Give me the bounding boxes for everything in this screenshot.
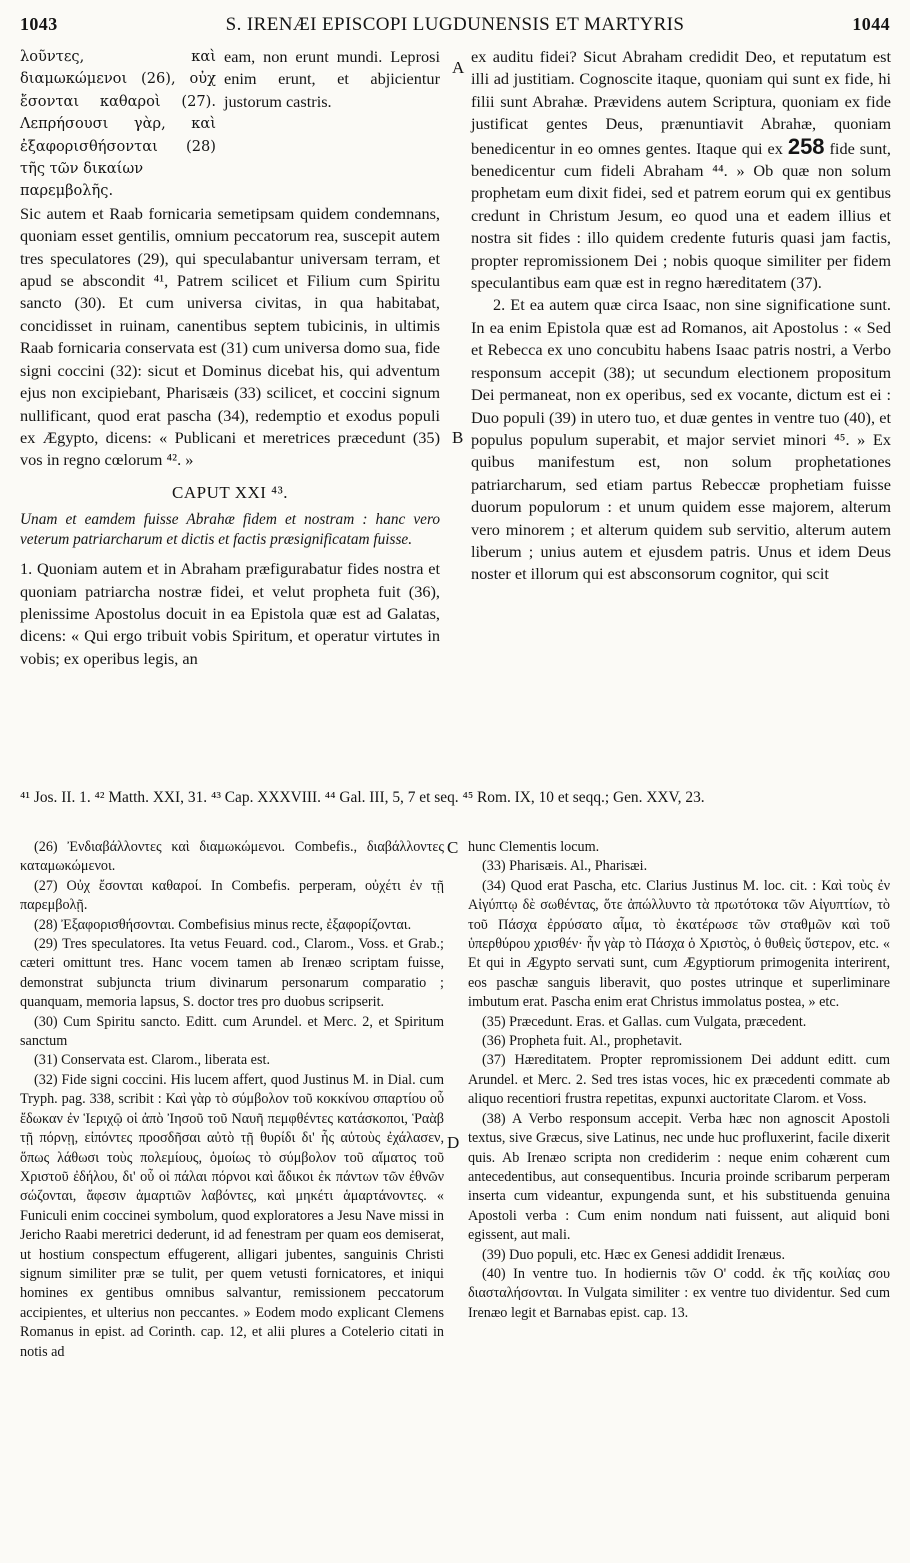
margin-letter-c: C xyxy=(447,838,459,857)
footnote: (31) Conservata est. Clarom., liberata est. xyxy=(34,1052,270,1069)
footnote-continuation: hunc Clementis locum. xyxy=(468,839,600,855)
main-text-right-column xyxy=(471,46,891,586)
footnote: (29) Tres speculatores. Ita vetus Feuard. cod., Clarom., Voss. et Grab.; cæteri omittunt tres. Hanc vocem tamen ab Irenæo scriptam fuisse, demonstrat subjuncta trium divinarum personarum comparatio ; quanquam, memoria lapsus, S. doctor tres pro duobus scripserit. xyxy=(20,936,444,1011)
page-header xyxy=(20,14,890,40)
footnote: (37) Hæreditatem. Propter repromissionem Dei addunt editt. cum Arundel. et Merc. 2. Sed tres istas voces, hic ex præcedenti commate ab aliquo recentiori frustra repetitas, expunxi auctoritate Clarom. et Voss. xyxy=(468,1052,890,1108)
page-number-left: 1043 xyxy=(20,14,58,34)
section-number: 258 xyxy=(787,133,825,159)
greek-fragment-tail: παρεμβολῆς. xyxy=(20,182,114,200)
margin-letter-d: D xyxy=(447,1133,460,1152)
main-text-left-column xyxy=(20,46,440,670)
page-number-right: 1044 xyxy=(852,14,890,34)
paragraph-continuation-part1: ex auditu fidei? Sicut Abraham credidit Deo, et reputatum est illi ad justitiam. Cognoscite itaque, quoniam qui sunt ex fide, hi filii sunt Abrahæ. Prævidens autem Scriptura, quoniam ex fide justificat gentes Deus, prænuntiavit Abrahæ, quoniam benedicentur in eo omnes gentes. Itaque qui ex xyxy=(471,47,891,158)
footnote: (39) Duo populi, etc. Hæc ex Genesi addidit Irenæus. xyxy=(482,1246,785,1263)
paragraph-abraham: 1. Quoniam autem et in Abraham præfigurabatur fides nostra et quoniam patriarcha nostræ fidei, et velut propheta fuit (36), plenissime Apostolus docuit in ea Epistola quæ est ad Galatas, dicens: « Qui ergo tribuit vobis Spiritum, et operatur virtutes in vobis; ex operibus legis, an xyxy=(20,559,440,668)
footnote: (40) In ventre tuo. In hodiernis τῶν Ο' codd. ἐκ τῆς κοιλίας σου διασταλήσονται. In Vulgata similiter : ex ventre tuo dividentur. Sed cum Irenæo legit et Barnabas epist. cap. 13. xyxy=(468,1265,890,1321)
footnote: (34) Quod erat Pascha, etc. Clarius Justinus M. loc. cit. : Καὶ τοὺς ἐν Αἰγύπτῳ δὲ σωθέντας, ὅτε ἀπώλλυντο τὰ πρωτότοκα τῶν Αἰγυπτίων, τὸ τοῦ Πάσχα ἐρρύσατο αἷμα, τὸ ἑκατέρωσε τῶν σταθμῶν καὶ τοῦ ὑπερθύρου χρισθέν· ἦν γὰρ τὸ Πάσχα ὁ Χριστὸς, ὁ θυθεὶς ὕστερον, etc. « Et qui in Ægypto servati sunt, cum Ægyptiorum primogenita interirent, eos paschæ sanguis liberavit, quo postes utrinque et superliminare imbutum erat. Pascha enim erat Christus immolatus postea, » etc. xyxy=(468,877,890,1011)
footnote: (26) Ἐνδιαβάλλοντες καὶ διαμωκώμενοι. Combefis., διαβάλλοντες καταμωκώμενοι. xyxy=(20,839,444,875)
footnote: (30) Cum Spiritu sancto. Editt. cum Arundel. et Merc. 2, et Spiritum sanctum xyxy=(20,1013,444,1050)
footnotes-right xyxy=(468,838,890,1323)
margin-letter-b: B xyxy=(452,428,464,447)
greek-fragment: λοῦντες, καὶ διαμωκώμενοι (26), οὐχ ἔσονται καθαροὶ (27). Λεπρήσουσι γὰρ, καὶ ἐξαφορισθήσονται (28) τῆς τῶν δικαίων xyxy=(20,48,216,178)
footnote: (28) Ἐξαφορισθήσονται. Combefisius minus recte, ἐξαφορίζονται. xyxy=(34,916,412,933)
paragraph-raab: Sic autem et Raab fornicaria semetipsam quidem condemnans, quoniam esset gentilis, omnium peccatorum rea, suscepit autem tres speculatores (29), qui speculabantur universam terram, et apud se abscondit ⁴¹, Patrem scilicet et Filium cum Spiritu sancto (30). Et cum universa civitas, in qua habitabat, concidisset in ruinam, canentibus septem tubicinis, in ultimis Raab fornicaria conservata est (31) cum universa domo sua, fide signi coccini (32): sicut et Dominus dicebat his, qui adventum ejus non excipiebant, Pharisæis (33) scilicet, et coccini signum nullificant, quod erat pascha (34), redemptio et exodus populi ex Ægypto, dicens: « Publicani et meretrices præcedunt (35) vos in regno cœlorum ⁴². » xyxy=(20,203,440,470)
footnote: (35) Præcedunt. Eras. et Gallas. cum Vulgata, præcedent. xyxy=(482,1013,807,1030)
paragraph-continuation-part2: fide sunt, benedicentur cum fideli Abraham ⁴⁴. » Ob quæ non solum prophetam eum dixit fidei, sed et patrem eorum qui ex gentibus credunt in Christum Jesum, eo quod una et eadem illius et nostra sit fides : illo quidem credente futuris quasi jam factis, propter repromissionem Dei ; nobis quoque similiter per fidem speculantibus eam quæ est in regno hæreditatem (37). xyxy=(471,138,891,293)
footnote: (27) Οὐχ ἔσονται καθαροί. In Combefis. perperam, οὐχέτι ἐν τῇ παρεμβολῇ. xyxy=(20,877,444,914)
footnote: (36) Propheta fuit. Al., prophetavit. xyxy=(482,1033,683,1050)
footnote: (33) Pharisæis. Al., Pharisæi. xyxy=(482,858,648,875)
bilingual-opening xyxy=(20,46,440,180)
margin-letter-a: A xyxy=(452,58,465,77)
footnote: (32) Fide signi coccini. His lucem affert, quod Justinus M. in Dial. cum Tryph. pag. 338, scribit : Καὶ γὰρ τὸ σύμβολον τοῦ κοκκίνου σπαρτίου οὗ ἔδωκαν ἐν Ἱεριχῷ οἱ ἀπὸ Ἰησοῦ τοῦ Ναυῆ πεμφθέντες κατάσκοποι, Ῥαὰβ τῇ πόρνῃ, εἰπόντες προσδῆσαι αὐτὸ τῇ θυρίδι δι' ἧς αὐτοὺς ἐχάλασεν, ὅπως λάθωσι τοὺς πολεμίους, ὁμοίως τὸ σύμβολον τοῦ αἵματος τοῦ Χριστοῦ ἐδήλου, δι' οὗ οἱ πάλαι πόρνοι καὶ ἄδικοι ἐκ πάντων τῶν ἐθνῶν σώζονται, ἄφεσιν ἁμαρτιῶν λαβόντες, καὶ μηκέτι ἁμαρτάνοντες. « Funiculi enim coccinei symbolum, quod exploratores a Jesu Nave missi in Jericho Raabi meretrici dederunt, id ad fenestram per quam eos demiserat, ut hostium conspectum effugerent, alligari jubentes, sanguinis Christi signum similiter præ se tulit, per quem vetusti fornicatores, et iniqui homines ex gentibus omnibus salvantur, remissionem peccatorum accipientes, et ulterius non peccantes. » Eodem modo explicant Clemens Romanus in epist. ad Corinth. cap. 12, et alii plures a Cotelerio citati in notis ad xyxy=(20,1071,444,1360)
chapter-summary: Unam et eamdem fuisse Abrahæ fidem et nostram : hanc vero veterum patriarcharum et dictis et factis præsignificatam fuisse. xyxy=(20,511,440,549)
latin-fragment: eam, non erunt mundi. Leprosi enim erunt, et abjicientur justorum castris. xyxy=(224,47,440,111)
running-title: S. IRENÆI EPISCOPI LUGDUNENSIS ET MARTYRIS xyxy=(225,14,685,35)
paragraph-continuation xyxy=(471,46,891,294)
footnotes-left xyxy=(20,838,444,1362)
footnote: (38) A Verbo responsum accepit. Verba hæc non agnoscit Apostoli textus, sive Græcus, sive Latinus, nec unde huc profluxerint, facile dixerit quis. Ab Irenæo scripta non crediderim : neque enim cohærent cum antecedentibus, aut consequentibus. Incuria proinde scribarum perperam inserta cum videantur, expungenda sunt, et his substituenda genuina Apostoli verba : Cum enim nondum nati fuissent, aut aliquid boni egissent, aut mali. xyxy=(468,1110,890,1244)
paragraph-isaac: 2. Et ea autem quæ circa Isaac, non sine significatione sunt. In ea enim Epistola quæ est ad Romanos, ait Apostolus : « Sed et Rebecca ex uno concubitu habens Isaac patris nostri, a Verbo responsum accepit (38); ut secundum electionem propositum Dei permaneat, non ex operibus, sed ex vocante, dictum est ei : Duo populi (39) in utero tuo, et duæ gentes in ventre tuo (40), et populus populum superabit, et major serviet minori ⁴⁵. » Ex quibus manifestum est, non solum prophetationes patriarcharum, sed etiam partus Rebeccæ prophetiam fuisse duorum populorum : et unum quidem esse majorem, alterum vero minorem ; et alterum quidem sub servitio, alterum autem liberum ; unius autem et ejusdem patris. Unus et idem Deus noster et illorum qui est absconsorum cognitor, qui scit xyxy=(471,295,891,584)
scripture-references: ⁴¹ Jos. II. 1. ⁴² Matth. XXI, 31. ⁴³ Cap. XXXVIII. ⁴⁴ Gal. III, 5, 7 et seq. ⁴⁵ Rom. IX, 10 et seqq.; Gen. XXV, 23. xyxy=(20,789,705,806)
chapter-title: CAPUT XXI ⁴³. xyxy=(172,482,288,502)
